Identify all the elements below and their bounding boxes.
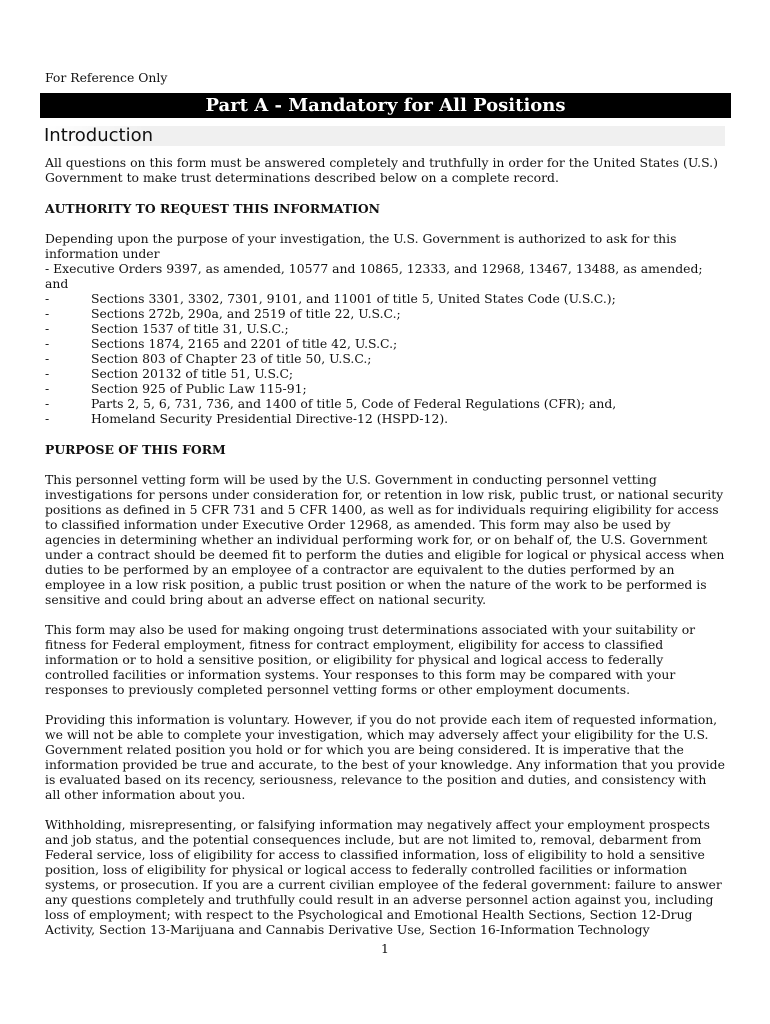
authority-list (45, 291, 725, 426)
list-item: - Sections 3301, 3302, 7301, 9101, and 11001 of title 5, United States Code (U.S.C.); (45, 291, 616, 306)
document-body (45, 155, 725, 937)
list-item: - Section 1537 of title 31, U.S.C.; (45, 321, 289, 336)
intro-paragraph: All questions on this form must be answered completely and truthfully in order for the United States (U.S.) Government to make trust determinations described below on a complete record. (45, 155, 718, 185)
list-item: - Section 803 of Chapter 23 of title 50, U.S.C.; (45, 351, 372, 366)
list-item: - Parts 2, 5, 6, 731, 736, and 1400 of title 5, Code of Federal Regulations (CFR); and, (45, 396, 617, 411)
purpose-paragraph: This form may also be used for making ongoing trust determinations associated with your suitability or fitness for Federal employment, fitness for contract employment, eligibility for access to classified information or to hold a sensitive position, or eligibility for physical and logical access to federally controlled facilities or information systems. Your responses to this form may be compared with your responses to previously completed personnel vetting forms or other employment documents. (45, 622, 696, 697)
page-number: 1 (381, 941, 389, 956)
authority-heading: AUTHORITY TO REQUEST THIS INFORMATION (45, 201, 380, 216)
list-item: - Section 925 of Public Law 115-91; (45, 381, 307, 396)
purpose-paragraph: Providing this information is voluntary. However, if you do not provide each item of requested information, we will not be able to complete your investigation, which may adversely affect your eligibility for the U.S. Government related position you hold or for which you are being considered. It is imperative that the information provided be true and accurate, to the best of your knowledge. Any information that you provide is evaluated based on its recency, seriousness, relevance to the position and duties, and consistency with all other information about you. (45, 712, 725, 802)
reference-label: For Reference Only (45, 70, 168, 85)
list-item: - Sections 1874, 2165 and 2201 of title 42, U.S.C.; (45, 336, 398, 351)
section-heading-introduction: Introduction (44, 126, 725, 146)
purpose-heading: PURPOSE OF THIS FORM (45, 442, 226, 457)
part-banner-title: Part A - Mandatory for All Positions (40, 93, 731, 118)
list-item: - Sections 272b, 290a, and 2519 of title 22, U.S.C.; (45, 306, 401, 321)
purpose-paragraph: This personnel vetting form will be used by the U.S. Government in conducting personnel vetting investigations for persons under consideration for, or retention in low risk, public trust, or national security positions as defined in 5 CFR 731 and 5 CFR 1400, as well as for individuals requiring eligibility for access to classified information under Executive Order 12968, as amended. This form may also be used by agencies in determining whether an individual performing work for, or on behalf of, the U.S. Government under a contract should be deemed fit to perform the duties and eligible for logical or physical access when duties to be performed by an employee of a contractor are equivalent to the duties performed by an employee in a low risk position, a public trust position or when the nature of the work to be performed is sensitive and could bring about an adverse effect on national security. (45, 472, 725, 607)
purpose-paragraph: Withholding, misrepresenting, or falsifying information may negatively affect your employment prospects and job status, and the potential consequences include, but are not limited to, removal, debarment from Federal service, loss of eligibility for access to classified information, loss of eligibility to hold a sensitive position, loss of eligibility for physical or logical access to federally controlled facilities or information systems, or prosecution. If you are a current civilian employee of the federal government: failure to answer any questions completely and truthfully could result in an adverse personnel action against you, including loss of employment; with respect to the Psychological and Emotional Health Sections, Section 12-Drug Activity, Section 13-Marijuana and Cannabis Derivative Use, Section 16-Information Technology (45, 817, 722, 937)
list-item: - Section 20132 of title 51, U.S.C; (45, 366, 294, 381)
authority-lead: Depending upon the purpose of your investigation, the U.S. Government is authorized to ask for this information under (45, 231, 677, 261)
list-item: - Homeland Security Presidential Directive-12 (HSPD-12). (45, 411, 449, 426)
executive-orders-line: - Executive Orders 9397, as amended, 10577 and 10865, 12333, and 12968, 13467, 13488, as amended; and (45, 261, 703, 291)
